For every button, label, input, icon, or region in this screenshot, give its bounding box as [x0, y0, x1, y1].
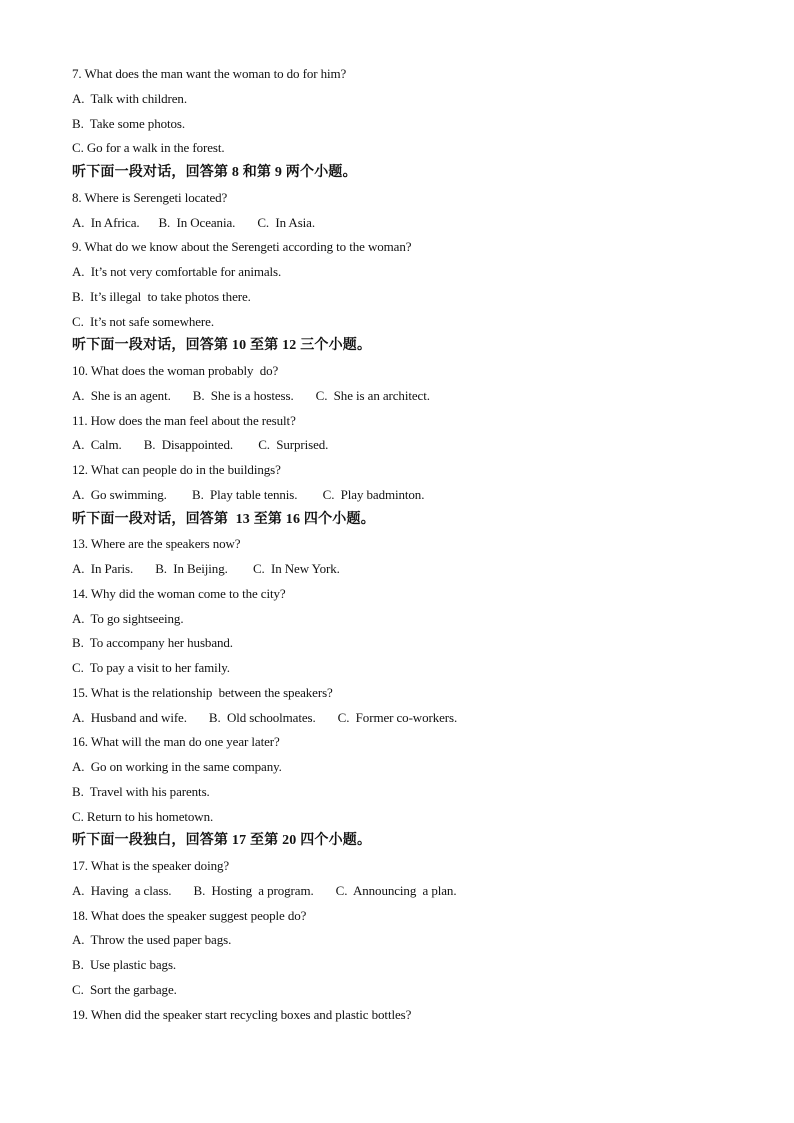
- answer-options: B. Take some photos.: [72, 115, 186, 131]
- question-text: 12. What can people do in the buildings?: [72, 462, 281, 477]
- answer-options: C. It’s not safe somewhere.: [72, 313, 214, 329]
- section-heading: 听下面一段对话，回答第 13 至第 16 四个小题。: [72, 511, 375, 527]
- answer-options: A. Having a class. B. Hosting a program. C. Announcing a plan.: [72, 882, 457, 898]
- section-heading: 听下面一段对话，回答第 10 至第 12 三个小题。: [72, 338, 372, 354]
- question-text: 17. What is the speaker doing?: [72, 858, 230, 873]
- answer-options: A. In Paris. B. In Beijing. C. In New York.: [72, 561, 340, 576]
- answer-options: B. Use plastic bags.: [72, 957, 177, 972]
- answer-options: C. Return to his hometown.: [72, 808, 214, 824]
- question-text: 19. When did the speaker start recycling boxes and plastic bottles?: [72, 1006, 412, 1022]
- question-text: 15. What is the relationship between the speakers?: [72, 684, 333, 700]
- question-text: 16. What will the man do one year later?: [72, 734, 280, 750]
- answer-options: A. Throw the used paper bags.: [72, 932, 232, 948]
- section-heading: 听下面一段独白，回答第 17 至第 20 四个小题。: [72, 833, 372, 849]
- answer-options: A. She is an agent. B. She is a hostess. C. She is an architect.: [72, 387, 430, 403]
- section-heading: 听下面一段对话，回答第 8 和第 9 两个小题。: [72, 165, 357, 180]
- answer-options: A. It’s not very comfortable for animals.: [72, 264, 282, 279]
- question-text: 11. How does the man feel about the result?: [72, 412, 296, 428]
- answer-options: C. Sort the garbage.: [72, 981, 177, 997]
- answer-options: B. It’s illegal to take photos there.: [72, 288, 251, 304]
- exam-page: [72, 62, 752, 1027]
- answer-options: C. Go for a walk in the forest.: [72, 140, 225, 156]
- question-text: 8. Where is Serengeti located?: [72, 189, 228, 205]
- question-text: 14. Why did the woman come to the city?: [72, 585, 286, 601]
- answer-options: B. To accompany her husband.: [72, 635, 233, 651]
- answer-options: A. Calm. B. Disappointed. C. Surprised.: [72, 437, 329, 453]
- answer-options: A. To go sightseeing.: [72, 610, 184, 626]
- answer-options: A. Go swimming. B. Play table tennis. C. Play badminton.: [72, 486, 425, 502]
- answer-options: A. Talk with children.: [72, 90, 187, 106]
- answer-options: B. Travel with his parents.: [72, 783, 210, 799]
- question-text: 10. What does the woman probably do?: [72, 363, 279, 378]
- question-text: 18. What does the speaker suggest people do?: [72, 907, 307, 923]
- answer-options: A. Go on working in the same company.: [72, 759, 282, 774]
- question-text: 9. What do we know about the Serengeti according to the woman?: [72, 239, 412, 255]
- question-text: 7. What does the man want the woman to do for him?: [72, 66, 347, 81]
- answer-options: A. In Africa. B. In Oceania. C. In Asia.: [72, 214, 315, 230]
- answer-options: C. To pay a visit to her family.: [72, 660, 230, 675]
- answer-options: A. Husband and wife. B. Old schoolmates. C. Former co-workers.: [72, 709, 458, 725]
- question-text: 13. Where are the speakers now?: [72, 536, 241, 552]
